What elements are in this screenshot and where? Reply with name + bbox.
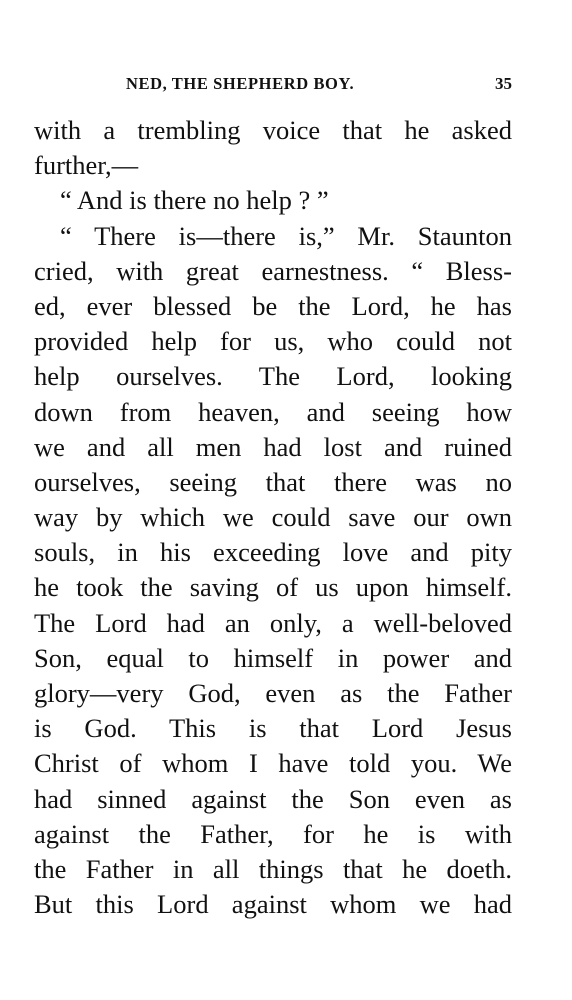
text-line: he took the saving of us upon himself. <box>34 572 512 603</box>
running-title: NED, THE SHEPHERD BOY. <box>126 74 355 93</box>
text-line: ourselves, seeing that there was no <box>34 466 512 497</box>
text-line: further,— <box>34 150 139 181</box>
text-line: But this Lord against whom we had <box>34 889 512 920</box>
text-line: The Lord had an only, a well-beloved <box>34 607 512 638</box>
text-line: Son, equal to himself in power and <box>34 642 512 673</box>
text-line: provided help for us, who could not <box>34 326 512 357</box>
text-line: “ And is there no help ? ” <box>60 185 329 216</box>
text-line: with a trembling voice that he asked <box>34 115 512 145</box>
text-line: Christ of whom I have told you. We <box>34 748 512 779</box>
text-line: way by which we could save our own <box>34 502 512 533</box>
page-number: 35 <box>495 74 512 93</box>
text-line: down from heaven, and seeing how <box>34 396 512 427</box>
text-line: is God. This is that Lord Jesus <box>34 713 512 744</box>
text-line: souls, in his exceeding love and pity <box>34 537 512 568</box>
text-line: had sinned against the Son even as <box>34 783 512 814</box>
body-text <box>34 113 512 922</box>
text-line: the Father in all things that he doeth. <box>34 853 512 884</box>
text-line: “ There is—there is,” Mr. Staunton <box>60 220 512 251</box>
text-line: ed, ever blessed be the Lord, he has <box>34 290 512 321</box>
text-line: glory—very God, even as the Father <box>34 678 512 708</box>
text-line: we and all men had lost and ruined <box>34 431 512 462</box>
text-line: cried, with great earnestness. “ Bless- <box>34 255 512 286</box>
text-line: help ourselves. The Lord, looking <box>34 361 512 392</box>
running-head <box>34 74 512 98</box>
text-line: against the Father, for he is with <box>34 818 512 849</box>
